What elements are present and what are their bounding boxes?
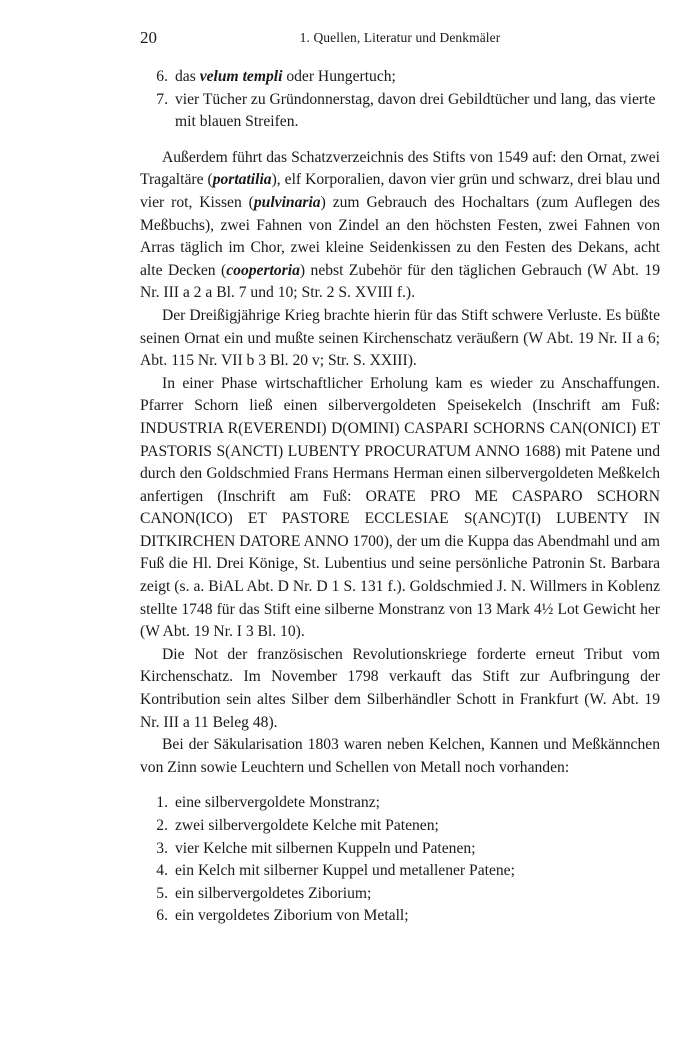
list-item-text: eine silbervergoldete Monstranz; [175,794,380,812]
list-item-number: 6. [156,68,168,85]
paragraph: Der Dreißigjährige Krieg brachte hierin für das Stift schwere Verluste. Es büßte seinen Ornat ein und mußte seinen Kirchenschatz veräußern (W Abt. 19 Nr. II a 6; Abt. 115 Nr. VII b 3 Bl. 20 v; Str. S. XXIII). [140,306,660,370]
list-item [148,66,660,89]
paragraph: Die Not der französischen Revolutionskriege forderte erneut Tribut vom Kirchenschatz. Im November 1798 verkauft das Stift zur Aufbringung der Kontribution sein altes Silber dem Silberhändler Schott in Frankfurt (W. Abt. 19 Nr. III a 11 Beleg 48). [140,645,660,731]
list-item [148,815,660,838]
latin-term: velum templi [199,68,283,85]
paragraph: Außerdem führt das Schatzverzeichnis des Stifts von 1549 auf: den Ornat, zwei Tragaltäre (portatilia), elf Korporalien, davon vier grün und schwarz, drei blau und vier rot, Kissen (pulvinaria) zum Gebrauch des Hochaltars (zum Auflegen des Meßbuchs), zwei Fahnen von Zindel an den höchsten Festen, zwei Fahnen von Arras täglich im Chor, zwei kleine Seidenkissen zu den Festen des Dekans, acht alte Decken (coopertoria) nebst Zubehör für den täglichen Gebrauch (W Abt. 19 Nr. III a 2 a Bl. 7 und 10; Str. 2 S. XVIII f.). [140,148,660,302]
page-body [140,66,660,928]
list-item-text: das velum templi oder Hungertuch; [175,68,396,85]
list-item [148,89,660,134]
list-item-number: 6. [156,907,168,925]
bottom-list [140,792,660,928]
list-item-text: vier Tücher zu Gründonnerstag, davon drei Gebildtücher und lang, das vierte mit blauen Streifen. [175,90,656,131]
list-item-text: ein Kelch mit silberner Kuppel und metallener Patene; [175,862,515,880]
list-item-number: 5. [156,884,168,902]
paragraph: Bei der Säkularisation 1803 waren neben Kelchen, Kannen und Meßkännchen von Zinn sowie Leuchtern und Schellen von Metall noch vorhanden: [140,736,660,776]
list-item-text: vier Kelche mit silbernen Kuppeln und Patenen; [175,839,476,857]
latin-term: pulvinaria [253,193,321,211]
list-item [148,883,660,906]
top-list [140,66,660,134]
latin-term: portatilia [212,171,272,189]
list-item-number: 1. [156,794,168,812]
list-item [148,792,660,815]
list-item-text: zwei silbervergoldete Kelche mit Patenen; [175,817,439,834]
list-item [148,905,660,928]
list-item-number: 7. [156,90,168,108]
list-item-number: 3. [156,839,168,857]
page-header [140,28,660,52]
latin-term: coopertoria [226,261,300,279]
list-item [148,860,660,883]
list-item-text: ein vergoldetes Ziborium von Metall; [175,907,409,925]
paragraph: In einer Phase wirtschaftlicher Erholung kam es wieder zu Anschaffungen. Pfarrer Schorn ließ einen silbervergoldeten Speisekelch (Inschrift am Fuß: INDUSTRIA R(EVERENDI) D(OMINI) CASPARI SCHORNS CAN(ONICI) ET PASTORIS S(ANCTI) LUBENTY PROCURATUM ANNO 1688) mit Patene und durch den Goldschmied Frans Hermans Herman einen silbervergoldeten Meßkelch anfertigen (Inschrift am Fuß: ORATE PRO ME CASPARO SCHORN CANON(ICO) ET PASTORE ECCLESIAE S(ANC)T(I) LUBENTY IN DITKIRCHEN DATORE ANNO 1700), der um die Kuppa das Abendmahl und am Fuß die Hl. Drei Könige, St. Lubentius und seine persönliche Patronin St. Barbara zeigt (s. a. BiAL Abt. D Nr. D 1 S. 131 f.). Goldschmied J. N. Willmers in Koblenz stellte 1748 für das Stift eine silberne Monstranz von 13 Mark 4½ Lot Gewicht her (W Abt. 19 Nr. I 3 Bl. 10). [140,374,660,641]
page-number: 20 [140,28,157,47]
list-item [148,838,660,861]
list-item-number: 4. [156,862,168,880]
list-item-number: 2. [156,817,168,834]
running-head: 1. Quellen, Literatur und Denkmäler [299,30,501,45]
list-item-text: ein silbervergoldetes Ziborium; [175,884,372,902]
